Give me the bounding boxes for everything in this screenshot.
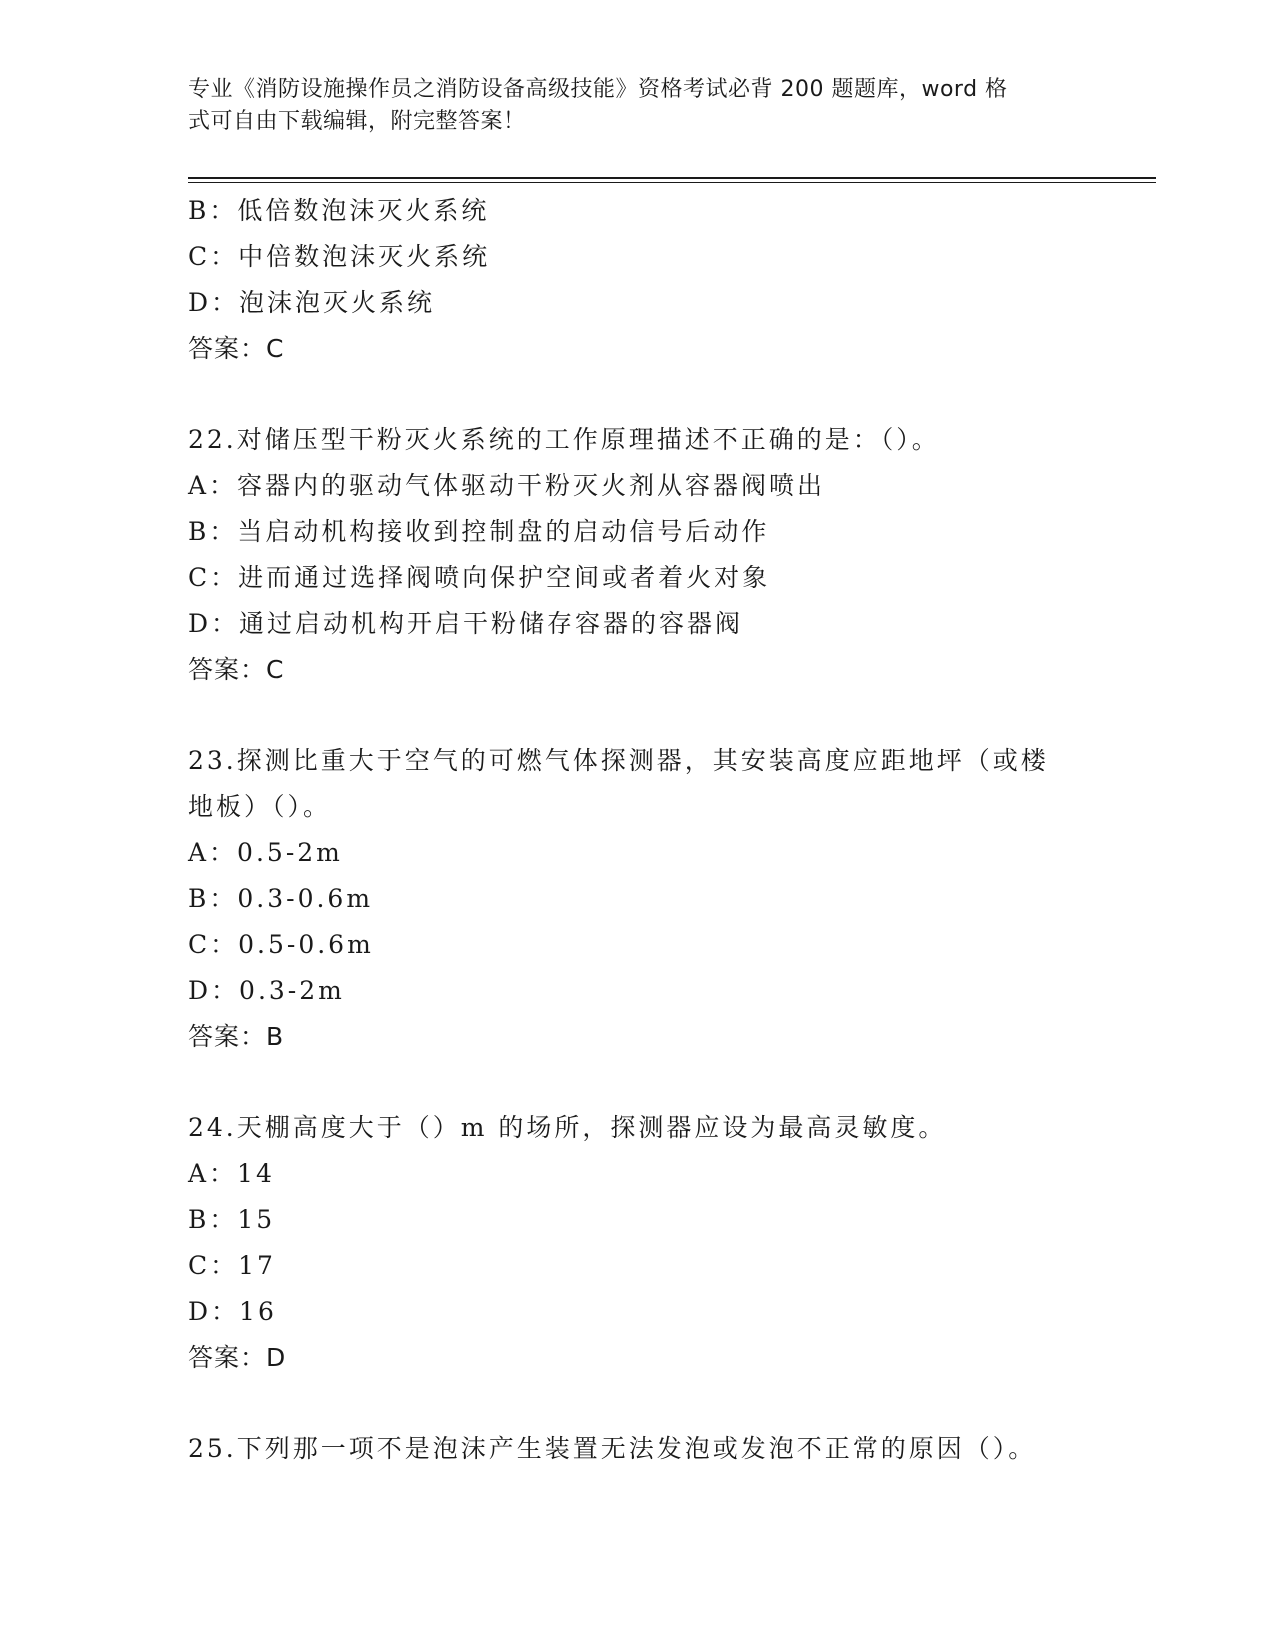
document-header [188, 74, 1068, 138]
question-text-line-2: 地板）（）。 [188, 792, 332, 821]
question-25 [188, 1426, 1088, 1472]
option-d: D：通过启动机构开启干粉储存容器的容器阀 [188, 609, 744, 638]
option-d: D：16 [188, 1297, 277, 1326]
option-b: B：0.3-0.6m [188, 884, 374, 913]
option-c: C：进而通过选择阀喷向保护空间或者着火对象 [188, 563, 771, 592]
header-divider-thin [188, 182, 1156, 183]
question-text-line-1: 23.探测比重大于空气的可燃气体探测器，其安装高度应距地坪（或楼 [188, 746, 1049, 775]
option-c: C：17 [188, 1251, 276, 1280]
question-text: 24.天棚高度大于（）m 的场所，探测器应设为最高灵敏度。 [188, 1113, 947, 1142]
answer-label: 答案：C [188, 655, 285, 684]
option-b: B：低倍数泡沫灭火系统 [188, 196, 490, 225]
option-a: A：0.5-2m [188, 838, 343, 867]
answer-label: 答案：C [188, 334, 285, 363]
header-line-2: 式可自由下载编辑，附完整答案！ [188, 109, 526, 134]
option-a: A：容器内的驱动气体驱动干粉灭火剂从容器阀喷出 [188, 471, 826, 500]
option-c: C：0.5-0.6m [188, 930, 374, 959]
option-d: D：0.3-2m [188, 976, 345, 1005]
option-c: C：中倍数泡沫灭火系统 [188, 242, 491, 271]
question-text: 25.下列那一项不是泡沫产生装置无法发泡或发泡不正常的原因（）。 [188, 1434, 1037, 1463]
question-23 [188, 738, 1088, 1060]
option-b: B：当启动机构接收到控制盘的启动信号后动作 [188, 517, 770, 546]
answer-label: 答案：D [188, 1343, 287, 1372]
question-21 [188, 188, 1088, 372]
header-divider-thick [188, 177, 1156, 179]
option-a: A：14 [188, 1159, 275, 1188]
question-24 [188, 1105, 1088, 1381]
question-text: 22.对储压型干粉灭火系统的工作原理描述不正确的是：（）。 [188, 425, 940, 454]
option-b: B：15 [188, 1205, 276, 1234]
question-22 [188, 417, 1088, 693]
question-list [188, 188, 1088, 1472]
answer-label: 答案：B [188, 1022, 285, 1051]
option-d: D：泡沫泡灭火系统 [188, 288, 436, 317]
header-line-1: 专业《消防设施操作员之消防设备高级技能》资格考试必背 200 题题库，word 格 [188, 77, 1008, 102]
